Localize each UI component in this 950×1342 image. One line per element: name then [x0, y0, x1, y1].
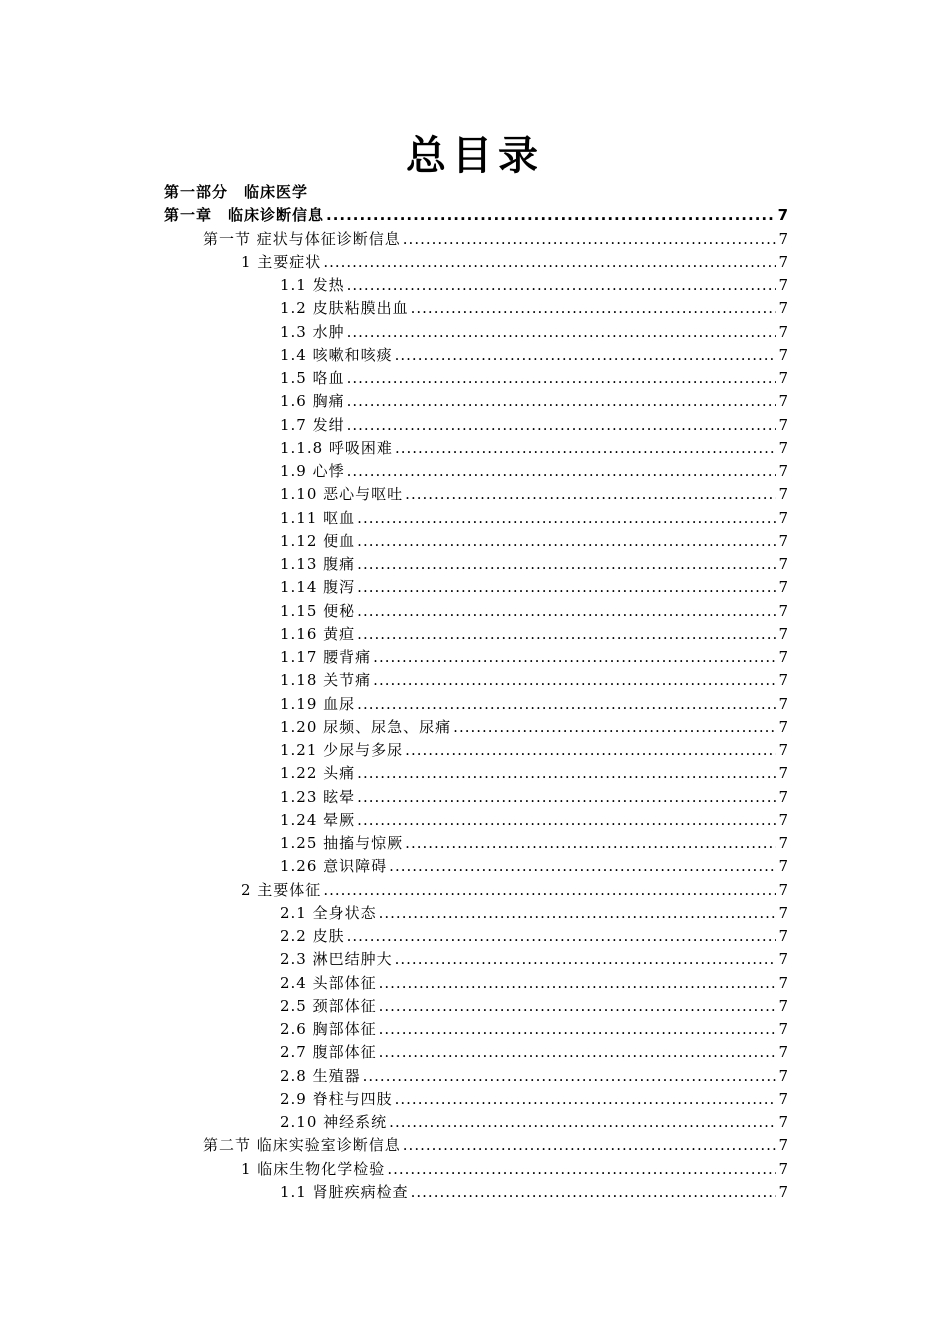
toc-page-number: 7: [778, 741, 788, 759]
toc-entry-label: 1.11 呕血: [280, 508, 356, 527]
toc-leader-dots: [323, 879, 776, 902]
toc-entry-label: 2.5 颈部体征: [280, 996, 377, 1015]
toc-leader-dots: [379, 972, 777, 995]
toc-entry-label: 2.2 皮肤: [280, 927, 345, 945]
toc-leader-dots: [379, 1041, 777, 1064]
toc-entry-sub[interactable]: [164, 553, 788, 576]
toc-page-number: 7: [778, 810, 788, 829]
toc-entry-label: 1.24 晕厥: [280, 810, 356, 829]
toc-entry-sub[interactable]: [164, 1088, 788, 1111]
toc-entry-label: 1.9 心悸: [280, 462, 345, 480]
toc-page-number: 7: [778, 787, 788, 806]
toc-entry-label: 1 主要症状: [241, 252, 322, 271]
toc-entry-label: 2.6 胸部体征: [280, 1020, 377, 1038]
toc-page-number: 7: [778, 1136, 788, 1155]
toc-leader-dots: [379, 902, 777, 925]
toc-page-number: 7: [778, 1066, 788, 1085]
toc-entry-label: 1.10 恶心与呕吐: [280, 485, 404, 504]
toc-entry-sub[interactable]: [164, 1018, 788, 1041]
toc-entry-label: 2.3 淋巴结肿大: [280, 950, 393, 969]
toc-page-number: 7: [778, 671, 788, 690]
toc-entry-item[interactable]: [164, 879, 788, 902]
toc-entry-item[interactable]: [164, 251, 788, 274]
toc-entry-label: 1.26 意识障碍: [280, 857, 388, 876]
toc-leader-dots: [387, 1158, 776, 1181]
toc-page-number: 7: [778, 857, 788, 876]
toc-leader-dots: [347, 321, 777, 344]
toc-entry-sub[interactable]: [164, 693, 788, 716]
toc-entry-label: 1.15 便秘: [280, 601, 356, 620]
toc-entry-sub[interactable]: [164, 925, 788, 948]
toc-entry-label: 1.12 便血: [280, 531, 356, 550]
toc-leader-dots: [395, 948, 777, 971]
toc-entry-label: 1.6 胸痛: [280, 392, 345, 411]
toc-entry-label: 第一节 症状与体征诊断信息: [203, 229, 401, 248]
toc-leader-dots: [411, 297, 777, 320]
toc-leader-dots: [357, 762, 776, 785]
toc-leader-dots: [357, 693, 776, 716]
toc-entry-sub[interactable]: [164, 669, 788, 692]
toc-leader-dots: [373, 646, 776, 669]
toc-page-number: 7: [778, 1113, 788, 1131]
toc-leader-dots: [323, 251, 776, 274]
toc-page-number: 7: [778, 694, 788, 713]
toc-leader-dots: [347, 367, 777, 390]
toc-leader-dots: [453, 716, 776, 739]
toc-entry-sub[interactable]: [164, 507, 788, 530]
toc-entry-label: 1.13 腹痛: [280, 555, 356, 573]
toc-page-number: 7: [778, 415, 788, 434]
toc-leader-dots: [405, 739, 776, 762]
toc-entry-sub[interactable]: [164, 762, 788, 785]
toc-page-number: 7: [778, 531, 788, 550]
toc-part-label: 第一部分 临床医学: [164, 183, 309, 201]
toc-page-number: 7: [778, 834, 788, 852]
toc-entry-sub[interactable]: [164, 274, 788, 297]
toc-leader-dots: [403, 228, 777, 251]
toc-entry-label: 1.17 腰背痛: [280, 648, 372, 666]
toc-page-number: 7: [778, 648, 788, 666]
toc-entry-chapter[interactable]: [164, 204, 788, 227]
toc-entry-sub[interactable]: [164, 390, 788, 413]
toc-page-number: 7: [778, 1043, 788, 1062]
toc-page-number: 7: [778, 764, 788, 783]
toc-leader-dots: [357, 623, 776, 646]
toc-entry-sub[interactable]: [164, 716, 788, 739]
toc-entry-label: 2.10 神经系统: [280, 1113, 388, 1131]
toc-page-number: 7: [778, 438, 788, 457]
toc-entry-sub[interactable]: [164, 832, 788, 855]
toc-entry-label: 1 临床生物化学检验: [241, 1159, 386, 1178]
toc-entry-label: 1.1.8 呼吸困难: [280, 438, 393, 457]
toc-leader-dots: [411, 1181, 777, 1204]
toc-entry-sub[interactable]: [164, 414, 788, 437]
toc-leader-dots: [347, 390, 777, 413]
toc-leader-dots: [357, 786, 776, 809]
toc-page-number: 7: [778, 1020, 788, 1038]
toc-entry-label: 1.19 血尿: [280, 694, 356, 713]
toc-page-number: 7: [778, 624, 788, 643]
toc-entry-label: 1.1 发热: [280, 276, 345, 294]
toc-page-number: 7: [778, 1159, 788, 1178]
toc-page-number: 7: [778, 880, 788, 899]
toc-leader-dots: [357, 530, 776, 553]
toc-entry-sub[interactable]: [164, 739, 788, 762]
toc-entry-label: 1.5 咯血: [280, 369, 345, 387]
toc-entry-label: 1.25 抽搐与惊厥: [280, 834, 404, 852]
toc-entry-sub[interactable]: [164, 855, 788, 878]
toc-leader-dots: [357, 553, 776, 576]
toc-page-number: 7: [778, 462, 788, 480]
toc-page-number: 7: [778, 276, 788, 294]
toc-entry-sub[interactable]: [164, 809, 788, 832]
toc-page-number: 7: [778, 903, 788, 922]
toc-page-number: 7: [778, 508, 788, 527]
toc-entry-section[interactable]: [164, 228, 788, 251]
toc-page-number: 7: [778, 252, 788, 271]
toc-page-number: 7: [778, 299, 788, 318]
toc-entry-label: 1.3 水肿: [280, 322, 345, 341]
toc-entry-item[interactable]: [164, 1158, 788, 1181]
table-of-contents: [164, 181, 788, 1204]
toc-page-number: 7: [778, 717, 788, 736]
toc-entry-sub[interactable]: [164, 948, 788, 971]
toc-entry-sub[interactable]: [164, 1041, 788, 1064]
toc-entry-sub[interactable]: [164, 623, 788, 646]
toc-entry-label: 1.14 腹泻: [280, 578, 356, 597]
toc-leader-dots: [347, 925, 777, 948]
toc-page-number: 7: [778, 1089, 788, 1108]
toc-entry-label: 1.18 关节痛: [280, 671, 372, 690]
toc-leader-dots: [347, 274, 777, 297]
toc-page-number: 7: [777, 206, 788, 225]
toc-part-heading: [164, 181, 788, 204]
toc-entry-label: 1.21 少尿与多尿: [280, 741, 404, 759]
toc-page-number: 7: [778, 555, 788, 573]
toc-page-number: 7: [778, 392, 788, 411]
toc-page-number: 7: [778, 322, 788, 341]
toc-entry-sub[interactable]: [164, 483, 788, 506]
toc-page-number: 7: [778, 973, 788, 992]
toc-leader-dots: [379, 1018, 777, 1041]
toc-entry-sub[interactable]: [164, 460, 788, 483]
toc-entry-label: 1.4 咳嗽和咳痰: [280, 345, 393, 364]
page-title: 总目录: [406, 133, 544, 179]
toc-entry-sub[interactable]: [164, 297, 788, 320]
toc-page-number: 7: [778, 485, 788, 504]
toc-entry-label: 1.1 肾脏疾病检查: [280, 1182, 409, 1201]
toc-leader-dots: [357, 507, 776, 530]
toc-page-number: 7: [778, 927, 788, 945]
toc-entry-label: 2.4 头部体征: [280, 973, 377, 992]
toc-leader-dots: [389, 855, 776, 878]
toc-entry-sub[interactable]: [164, 995, 788, 1018]
toc-page-number: 7: [778, 601, 788, 620]
toc-page-number: 7: [778, 578, 788, 597]
toc-entry-label: 第一章 临床诊断信息: [164, 206, 325, 225]
toc-entry-sub[interactable]: [164, 1181, 788, 1204]
toc-leader-dots: [389, 1111, 776, 1134]
toc-entry-label: 1.23 眩晕: [280, 787, 356, 806]
toc-page-number: 7: [778, 229, 788, 248]
toc-entry-sub[interactable]: [164, 321, 788, 344]
toc-leader-dots: [357, 576, 776, 599]
toc-leader-dots: [395, 1088, 777, 1111]
toc-leader-dots: [405, 832, 776, 855]
toc-leader-dots: [357, 600, 776, 623]
toc-entry-sub[interactable]: [164, 646, 788, 669]
toc-leader-dots: [363, 1065, 777, 1088]
toc-entry-label: 1.7 发绀: [280, 415, 345, 434]
toc-entry-label: 1.20 尿频、尿急、尿痛: [280, 717, 452, 736]
toc-entry-sub[interactable]: [164, 530, 788, 553]
toc-entry-label: 2.9 脊柱与四肢: [280, 1089, 393, 1108]
toc-entry-sub[interactable]: [164, 786, 788, 809]
toc-leader-dots: [326, 204, 776, 227]
toc-leader-dots: [395, 344, 777, 367]
toc-page-number: 7: [778, 996, 788, 1015]
toc-page-number: 7: [778, 950, 788, 969]
toc-entry-sub[interactable]: [164, 437, 788, 460]
toc-entry-sub[interactable]: [164, 902, 788, 925]
toc-leader-dots: [379, 995, 777, 1018]
toc-entry-sub[interactable]: [164, 1065, 788, 1088]
toc-entry-label: 1.22 头痛: [280, 764, 356, 783]
toc-entry-section[interactable]: [164, 1134, 788, 1157]
toc-leader-dots: [403, 1134, 777, 1157]
toc-entry-sub[interactable]: [164, 1111, 788, 1134]
toc-entry-sub[interactable]: [164, 972, 788, 995]
toc-entry-label: 1.2 皮肤粘膜出血: [280, 299, 409, 318]
toc-entry-label: 2.7 腹部体征: [280, 1043, 377, 1062]
toc-page-number: 7: [778, 345, 788, 364]
toc-page-number: 7: [778, 369, 788, 387]
toc-entry-label: 2 主要体征: [241, 880, 322, 899]
toc-leader-dots: [405, 483, 776, 506]
toc-entry-label: 第二节 临床实验室诊断信息: [203, 1136, 401, 1155]
toc-leader-dots: [373, 669, 776, 692]
toc-entry-sub[interactable]: [164, 367, 788, 390]
toc-entry-sub[interactable]: [164, 344, 788, 367]
toc-entry-sub[interactable]: [164, 576, 788, 599]
toc-leader-dots: [347, 460, 777, 483]
toc-entry-label: 2.1 全身状态: [280, 903, 377, 922]
toc-entry-label: 1.16 黄疸: [280, 624, 356, 643]
toc-leader-dots: [357, 809, 776, 832]
toc-leader-dots: [395, 437, 777, 460]
toc-page-number: 7: [778, 1182, 788, 1201]
toc-entry-sub[interactable]: [164, 600, 788, 623]
toc-leader-dots: [347, 414, 777, 437]
toc-entry-label: 2.8 生殖器: [280, 1066, 361, 1085]
